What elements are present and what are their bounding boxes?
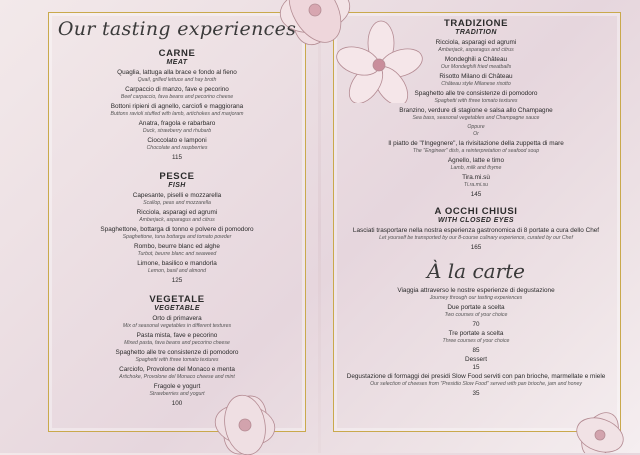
section-title-carne: CARNE — [158, 48, 196, 59]
menu-item: Tira.mi.sù Ti.ra.mi.su — [462, 174, 490, 188]
menu-item-or: Oppure Or — [467, 124, 485, 137]
menu-item: Spaghettone, bottarga di tonno e polvere di pomodoro Spaghettone, tuna bottarga and tomato powder — [100, 226, 254, 240]
section-subtitle-fish: FISH — [168, 182, 186, 189]
menu-item: Fragole e yogurt Strawberries and yogurt — [149, 383, 205, 397]
alacarte-item: Dessert 15 — [464, 356, 488, 371]
menu-item: Agnello, latte e timo Lamb, milk and thyme — [447, 157, 505, 171]
menu-item: Il piatto de "l'Ingegnere", la rivisitazione della zuppetta di mare The "Engineer" dish, a reinterpretation of seafood soup — [388, 140, 564, 154]
menu-item: Carpaccio di manzo, fave e pecorino Beef carpaccio, fava beans and pecorino cheese — [120, 86, 234, 100]
menu-item: Spaghetto alle tre consistenze di pomodoro Spaghetti with three tomato textures — [414, 90, 538, 104]
menu-item: Ricciola, asparagi ed agrumi Amberjack, asparagus and citrus — [136, 209, 218, 223]
alacarte-item: Due portate a scelta Two courses of your choice 70 — [444, 304, 508, 328]
price-occhi-chiusi: 165 — [470, 244, 482, 251]
section-subtitle-closed-eyes: WITH CLOSED EYES — [437, 217, 515, 224]
price-carne: 115 — [171, 154, 183, 161]
occhi-description-en: Let yourself be transported by our 8-course culinary experience, curated by our Chef — [379, 235, 573, 241]
menu-item: Pasta mista, fave e pecorino Mixed pasta, fava beans and pecorino cheese — [124, 332, 230, 346]
alacarte-item: Degustazione di formaggi dei presidi Slow Food serviti con pan brioche, marmellate e miele Our selection of cheeses from "Presidio Slow Food" served with pan brioche, jam and honey 35 — [346, 373, 606, 397]
menu-item: Bottoni ripieni di agnello, carciofi e maggiorana Buttons ravioli stuffed with lamb, artichokes and marjoram — [110, 103, 244, 117]
right-menu-column — [338, 18, 614, 399]
menu-item: Limone, basilico e mandorla Lemon, basil and almond — [137, 260, 217, 274]
menu-item: Orto di primavera Mix of seasonal vegetables in different textures — [122, 315, 232, 329]
menu-item: Anatra, fragola e rabarbaro Duck, strawberry and rhubarb — [138, 120, 216, 134]
menu-item: Capesante, piselli e mozzarella Scallop, peas and mozzarella — [132, 192, 222, 206]
menu-item: Cioccolato e lamponi Chocolate and raspberries — [146, 137, 208, 151]
tasting-title: Our tasting experiences — [57, 18, 297, 40]
section-subtitle-vegetable: VEGETABLE — [154, 305, 200, 312]
section-title-vegetale: VEGETALE — [149, 294, 205, 305]
price-tradizione: 145 — [470, 191, 482, 198]
left-menu-column — [52, 18, 302, 409]
alacarte-intro: Viaggia attraverso le nostre esperienze di degustazione — [397, 287, 555, 294]
section-subtitle-meat: MEAT — [166, 59, 188, 66]
section-title-pesce: PESCE — [159, 171, 195, 182]
occhi-description: Lasciati trasportare nella nostra esperienza gastronomica di 8 portate a cura dello Chef — [352, 227, 600, 234]
menu-item: Ricciola, asparagi ed agrumi Amberjack, asparagus and citrus — [435, 39, 517, 53]
menu-item: Rombo, beurre blanc ed alghe Turbot, beurre blanc and seaweed — [134, 243, 220, 257]
alacarte-intro-en: Journey through our tasting experiences — [429, 295, 523, 301]
flower-decoration-bottom-right — [560, 400, 640, 453]
price-vegetale: 100 — [171, 400, 183, 407]
menu-item: Carciofo, Provolone del Monaco e menta Artichoke, Provolone del Monaco cheese and mint — [119, 366, 235, 380]
menu-item: Quaglia, lattuga alla brace e fondo al fieno Quail, grilled lettuce and hay broth — [117, 69, 237, 83]
price-pesce: 125 — [171, 277, 183, 284]
menu-item: Spaghetto alle tre consistenze di pomodoro Spaghetti with three tomato textures — [115, 349, 239, 363]
menu-item: Branzino, verdure di stagione e salsa allo Champagne Sea bass, seasonal vegetables and Champagne sauce — [399, 107, 553, 121]
menu-item: Mondeghili a Château Our Mondeghili fried meatballs — [440, 56, 512, 70]
section-subtitle-tradition: TRADITION — [455, 29, 497, 36]
menu-item: Risotto Milano di Château Château style Milanese risotto — [439, 73, 513, 87]
alacarte-item: Tre portate a scelta Three courses of your choice 85 — [442, 330, 510, 354]
alacarte-title: À la carte — [426, 259, 526, 283]
section-title-tradizione: TRADIZIONE — [443, 18, 509, 29]
section-title-occhi-chiusi: A OCCHI CHIUSI — [434, 206, 518, 217]
